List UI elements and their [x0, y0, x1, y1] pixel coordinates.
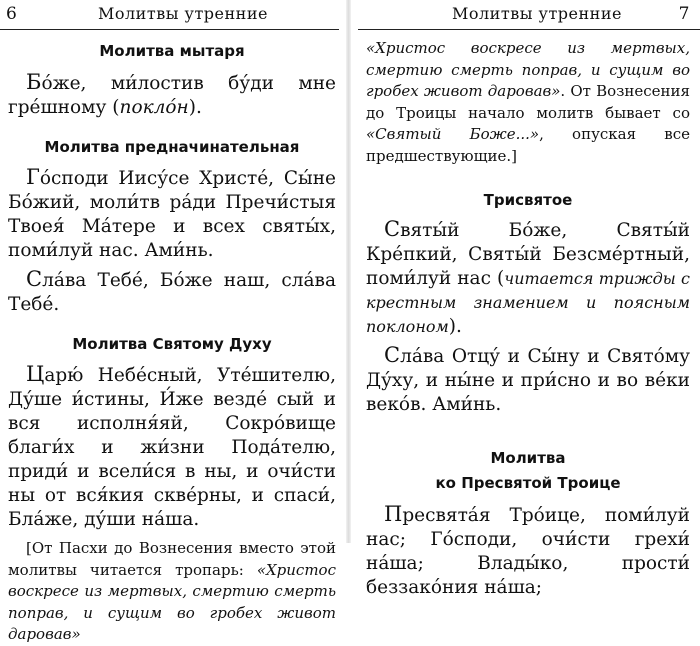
- page-body: [366, 34, 690, 600]
- prayer-paragraph: Царю́ Небе́сный, Уте́шителю, Ду́ше и́стины, И́же везде́ сый и вся исполня́яй, Сокро́вище благи́х и жи́зни Пода́телю, приди́ и всели́ся в ны, и очи́сти ны от вся́кия скве́рны, и спаси́, Бла́же, ду́ши на́ша.: [8, 362, 336, 530]
- running-title: Молитвы утренние: [98, 4, 268, 23]
- section-heading-subline: ко Пресвятой Троице: [435, 474, 621, 492]
- running-head: [0, 0, 345, 28]
- page-body: [8, 34, 336, 646]
- prayer-paragraph: Го́споди Иису́се Христе́, Сы́не Бо́жий, моли́тв ра́ди Пречи́стыя Твоея́ Ма́тере и всех святы́х, поми́луй нас. Ами́нь.: [8, 165, 336, 261]
- prayer-paragraph: Пресвята́я Тро́ице, поми́луй нас; Го́споди, очи́сти грехи́ на́ша; Влады́ко, прости́ беззако́ния на́ша;: [366, 502, 690, 598]
- prayer-paragraph: Сла́ва Тебе́, Бо́же наш, сла́ва Тебе́.: [8, 267, 336, 315]
- prayer-paragraph: Бо́же, ми́лостив бу́ди мне гре́шному (покло́н).: [8, 70, 336, 118]
- header-rule: [0, 29, 339, 30]
- section-heading: Молитва Святому Духу: [72, 335, 272, 353]
- right-page: [352, 0, 700, 598]
- page-gutter: [346, 0, 351, 543]
- prayer-paragraph: Святы́й Бо́же, Святы́й Кре́пкий, Святы́й Безсме́ртный, поми́луй нас (читается трижды с крестным знамением и поясным поклоном).: [366, 217, 691, 337]
- section-heading: Молитва мытаря: [99, 42, 245, 60]
- left-page: [0, 0, 345, 643]
- prayer-paragraph: Сла́ва Отцу́ и Сы́ну и Свято́му Ду́ху, и ны́не и при́сно и во ве́ки веко́в. Ами́нь.: [366, 343, 690, 415]
- section-heading: Молитва: [490, 449, 566, 467]
- running-title: Молитвы утренние: [452, 4, 622, 23]
- page-number: 7: [678, 4, 690, 24]
- section-heading: Молитва предначинательная: [44, 138, 300, 156]
- page-number: 6: [6, 4, 18, 24]
- header-rule: [358, 29, 700, 30]
- rubric-paragraph: [От Пасхи до Вознесения вместо этой молитвы читается тропарь: «Христос воскресе из мертвых, смертию смерть поправ, и сущим во гробех живот даровав»: [8, 539, 336, 643]
- rubric-continuation: «Христос воскресе из мертвых, смертию смерть поправ, и сущим во гробех живот даровав». От Вознесения до Троицы начало молитв бывает со «Святый Боже...», опуская все предшествующие.]: [366, 39, 690, 165]
- section-heading: Трисвятое: [483, 191, 573, 209]
- running-head: [352, 0, 700, 28]
